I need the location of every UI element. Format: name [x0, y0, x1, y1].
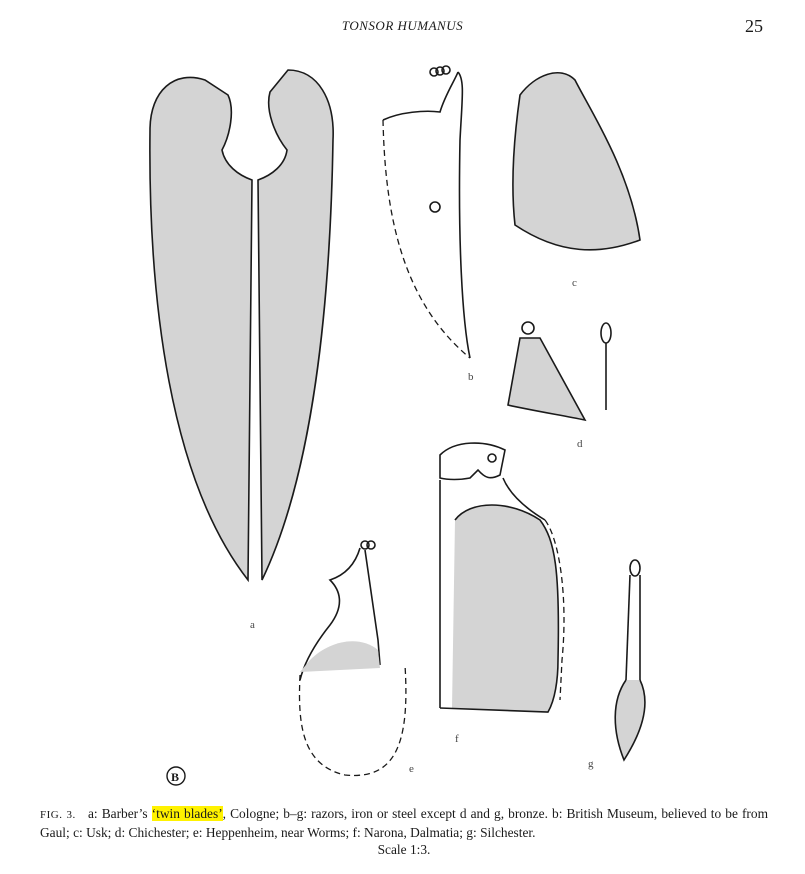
- page-number: 25: [745, 16, 763, 36]
- fig-label-c: c: [572, 277, 577, 289]
- figure-caption: [40, 805, 768, 858]
- razor-g-drawing: [615, 560, 645, 760]
- razor-d-drawing: [508, 322, 611, 420]
- razor-f-drawing: [440, 443, 564, 712]
- razor-b-drawing: [383, 66, 470, 358]
- fig-label-g: g: [588, 758, 594, 770]
- caption-text-start: a: Barber’s: [87, 806, 152, 821]
- running-title: TONSOR HUMANUS: [341, 18, 464, 33]
- fig-label-a: a: [250, 619, 255, 631]
- publisher-stamp-icon: [167, 767, 185, 785]
- highlighted-phrase: ‘twin blades’: [151, 806, 223, 821]
- figure-number: FIG. 3.: [40, 809, 76, 821]
- caption-text-rest: , Cologne; b–g: razors, iron or steel except d and g, bronze. b: British Museum, believed to be from Gaul; c: Usk; d: Chichester; e: Heppenheim, near Worms; f: Narona, Dalmatia; g: Silchester.: [40, 806, 768, 840]
- caption-scale: Scale 1:3.: [377, 842, 431, 857]
- twin-blades-drawing: [150, 70, 333, 580]
- fig-label-d: d: [577, 438, 583, 450]
- svg-text:B: B: [171, 770, 180, 784]
- fig-label-b: b: [468, 371, 474, 383]
- fig-label-e: e: [409, 763, 414, 775]
- razor-e-drawing: [300, 541, 406, 775]
- razor-c-drawing: [513, 73, 640, 250]
- fig-label-f: f: [455, 733, 459, 745]
